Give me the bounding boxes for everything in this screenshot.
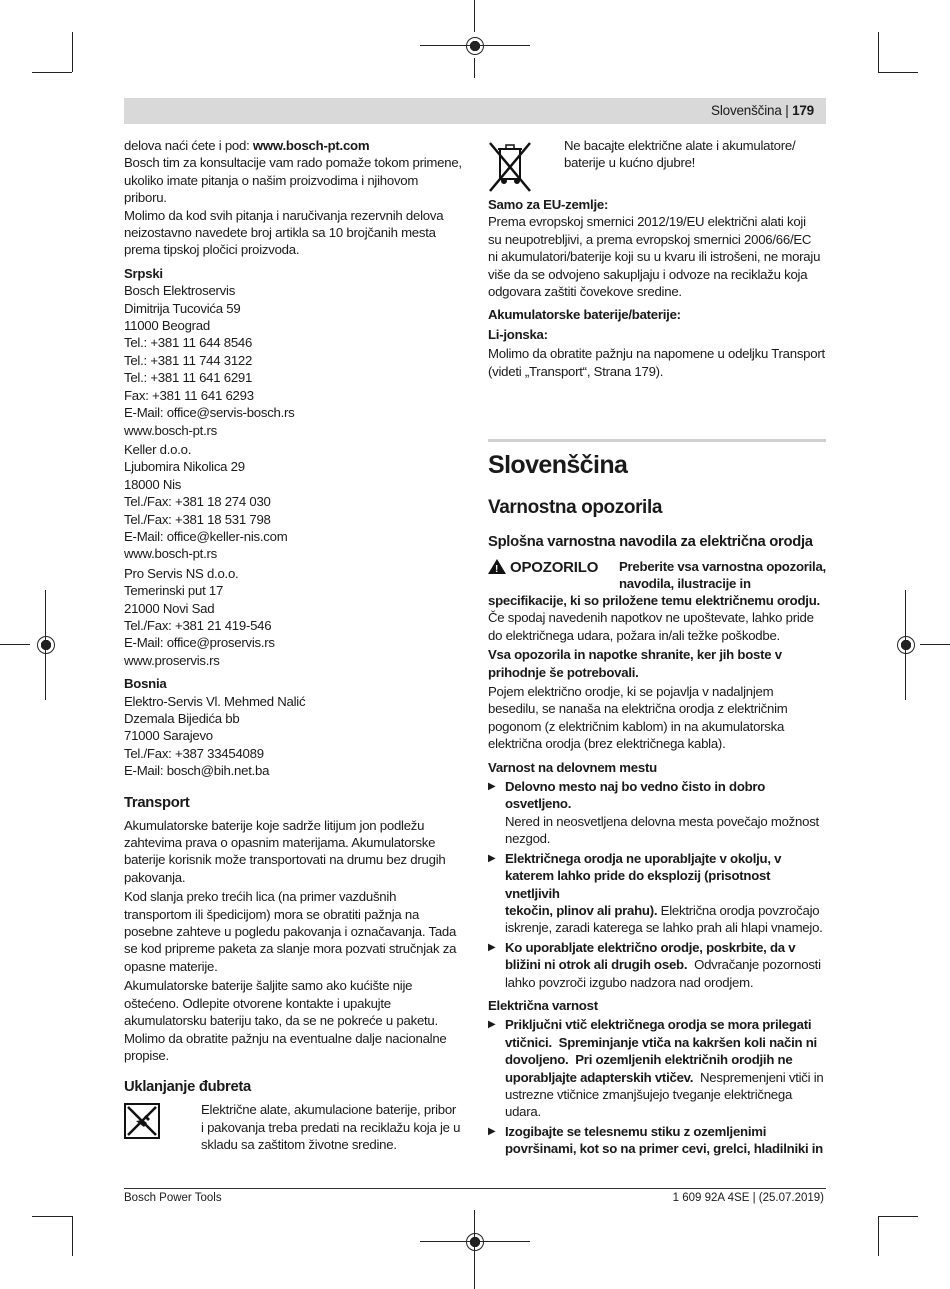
list-item [488, 1016, 828, 1120]
warning-icon: ! [488, 559, 506, 574]
right-column-lower [488, 450, 828, 1158]
text-line: neizostavno navedete broj artikla sa 10 brojčanih mesta [124, 225, 436, 241]
address-line: Tel./Fax: +381 18 531 798 [124, 511, 271, 527]
address-line: 21000 Novi Sad [124, 600, 215, 616]
text-line: ni akumulatori/baterije koji su u kvaru ili istrošeni, ne moraju [488, 249, 821, 265]
address-line: Elektro-Servis Vl. Mehmed Nalić [124, 693, 306, 709]
text-line: transportom ili špedicijom) mora se obratiti pažnja na [124, 906, 420, 922]
text-line: više da se odvojeno sakupljaju i odvoze na reciklažu koja [488, 266, 808, 282]
crossed-bin-icon [488, 139, 532, 193]
list-item-bold: uporabljajte adapterskih vtičev. [505, 1069, 694, 1085]
crossed-bin-icon [124, 1103, 160, 1139]
address-line: Tel./Fax: +381 21 419-546 [124, 617, 272, 633]
text-line: i pakovanja treba predati na reciklažu koja je u [201, 1119, 461, 1135]
text-line: električna orodja (brez električnega kabla). [488, 736, 726, 752]
registration-mark-icon [466, 37, 484, 55]
warning-label [488, 559, 598, 576]
text-line: Akumulatorske baterije šaljite samo ako kućište nije [124, 978, 413, 994]
text-line: Pojem električno orodje, ki se pojavlja v nadaljnjem [488, 684, 774, 700]
footer-right: 1 609 92A 4SE | (25.07.2019) [672, 1192, 824, 1204]
list-item-bold: tekočin, plinov ali prahu). [505, 902, 658, 918]
list-item-text: Odvračanje pozornosti [687, 957, 821, 973]
text-line: zahtevima prava o opasnim materijama. Akumulatorske [124, 835, 436, 851]
list-item-bold: ▶ Priključni vtič električnega orodja se mora prilegati [505, 1017, 812, 1033]
list-item-bold: vtičnici. Spreminjanje vtiča na kakršen koli način ni [505, 1034, 817, 1050]
list-item-text: iskrenje, zaradi katerega se lahko prah ali hlapi vnamejo. [505, 920, 823, 936]
warning-bold-line: navodila, ilustracije in [619, 576, 751, 591]
address-line: E-Mail: office@keller-nis.com [124, 528, 288, 544]
text-line: Bosch tim za konsultacije vam rado pomaže tokom primene, [124, 155, 462, 171]
crop-mark [32, 72, 72, 73]
section-heading-batteries: Akumulatorske baterije/baterije: [488, 307, 681, 323]
crop-mark [72, 32, 73, 72]
section-heading-li-ion: Li-jonska: [488, 326, 548, 342]
address-line: Tel./Fax: +381 18 274 030 [124, 494, 271, 510]
text-line: Molimo da obratite pažnju na napomene u odeljku Transport [488, 346, 825, 362]
header-separator: | [785, 103, 789, 118]
text-line: Akumulatorske baterije koje sadrže litijum jon podležu [124, 817, 425, 833]
address-line: Tel.: +381 11 644 8546 [124, 335, 253, 351]
text-line: Ne bacajte električne alate i akumulatore/ [564, 138, 796, 153]
list-item-bold: ▶ Delovno mesto naj bo vedno čisto in dobro osvetljeno. [505, 779, 766, 812]
text-line: propise. [124, 1047, 169, 1063]
text-line: Električne alate, akumulacione baterije, pribor [201, 1102, 457, 1118]
crop-mark [474, 0, 475, 32]
list-item-bold: dovoljeno. Pri ozemljenih električnih orodjih ne [505, 1052, 793, 1068]
crop-mark [72, 1216, 73, 1256]
list-item-text: Nespremenjeni vtiči in [693, 1069, 824, 1085]
list-item-bold: bližini ni otrok ali drugih oseb. [505, 957, 688, 973]
address-line: 11000 Beograd [124, 318, 210, 334]
section-heading-transport: Transport [124, 794, 190, 811]
list-item-bold: ▶ Ko uporabljate električno orodje, poskrbite, da v [505, 939, 796, 955]
warning-bold-line: specifikacije, ki so priložene temu električnemu orodju. [488, 593, 820, 608]
text-line: baterije korisnik može transportovati na drumu bez drugih [124, 852, 446, 868]
header-language: Slovenščina [711, 103, 782, 118]
text-line: odgovara zaštiti čovekove sredine. [488, 284, 682, 300]
list-item-text: udara. [505, 1104, 541, 1120]
text-line: prema tipskoj pločici proizvoda. [124, 242, 300, 258]
right-column [488, 137, 828, 380]
list-item-bold: površinami, kot so na primer cevi, grelci, hladilniki in [505, 1141, 823, 1157]
address-line: Keller d.o.o. [124, 441, 192, 457]
text-line: se kod pripreme paketa za slanje mora pozvati stručnjak za [124, 941, 457, 957]
keep-instructions-line: Vsa opozorila in napotke shranite, ker jih boste v [488, 647, 782, 663]
list-item-bold: ▶ Izogibajte se telesnemu stiku z ozemljenimi [505, 1123, 767, 1139]
footer-rule [124, 1188, 826, 1189]
text-line: Kod slanja preko trećih lica (na primer vazdušnih [124, 889, 397, 905]
text-line: Molimo da obratite pažnju na eventualne dalje nacionalne [124, 1030, 447, 1046]
intro-prefix: delova naći ćete i pod: [124, 138, 253, 153]
section-divider [488, 439, 826, 442]
address-line: Tel.: +381 11 641 6291 [124, 370, 253, 386]
left-column [124, 137, 469, 1157]
address-line: Fax: +381 11 641 6293 [124, 387, 254, 403]
text-line: su neupotrebljivi, a prema evropskoj smernici 2006/66/EC [488, 231, 812, 247]
text-line: besedilu, se nanaša na električna orodja z električnim [488, 701, 788, 717]
footer-left: Bosch Power Tools [124, 1192, 222, 1204]
registration-mark-icon [466, 1233, 484, 1251]
text-line: oštećeno. Odlepite otvorene kontakte i upakujte [124, 995, 391, 1011]
list-item-bold: katerem lahko pride do eksplozij (prisotnost vnetljivih [505, 868, 771, 901]
list-item [488, 1123, 828, 1158]
safety-title: Varnostna opozorila [488, 497, 662, 518]
page-number: 179 [792, 103, 814, 118]
registration-mark-icon [897, 636, 915, 654]
text-line: Prema evropskoj smernici 2012/19/EU električni alati koji [488, 214, 806, 230]
section-heading-electric: Električna varnost [488, 997, 598, 1013]
text-line: Če spodaj navedenih napotkov ne upoštevate, lahko pride [488, 610, 814, 626]
section-heading-bosnia: Bosnia [124, 676, 167, 692]
address-line: 71000 Sarajevo [124, 728, 213, 744]
section-heading-eu: Samo za EU-zemlje: [488, 197, 609, 212]
text-line: skladu sa zaštitom životne sredine. [201, 1137, 397, 1153]
section-heading-srpski: Srpski [124, 265, 163, 281]
list-item [488, 778, 828, 848]
address-line: www.proservis.rs [124, 652, 220, 668]
registration-mark-icon [37, 636, 55, 654]
crop-mark [474, 58, 475, 78]
address-line: 18000 Nis [124, 476, 182, 492]
keep-instructions-line: prihodnje še potrebovali. [488, 664, 639, 680]
address-line: Temerinski put 17 [124, 583, 224, 599]
text-line: pakovanja. [124, 869, 186, 885]
address-line: Dimitrija Tucovića 59 [124, 300, 241, 316]
crop-mark [0, 644, 30, 645]
crop-mark [878, 1216, 879, 1256]
language-title: Slovenščina [488, 451, 628, 479]
crop-mark [878, 1216, 918, 1217]
list-item-text: ustrezne vtičnice zmanjšujejo tveganje električnega [505, 1086, 793, 1102]
address-line: Pro Servis NS d.o.o. [124, 565, 239, 581]
address-line: E-Mail: office@proservis.rs [124, 635, 275, 651]
warning-bold-line: Preberite vsa varnostna opozorila, [619, 559, 826, 574]
general-safety-title: Splošna varnostna navodila za električna orodja [488, 534, 813, 550]
text-line: posebne zahteve u pogledu pakovanja i označavanja. Tada [124, 924, 457, 940]
address-line: E-Mail: bosch@bih.net.ba [124, 763, 270, 779]
list-item-text: nezgod. [505, 831, 551, 847]
text-line: priboru. [124, 190, 167, 206]
address-line: Tel./Fax: +387 33454089 [124, 745, 264, 761]
crop-mark [878, 72, 918, 73]
page-header [711, 103, 814, 118]
warning-label-text: OPOZORILO [510, 559, 599, 576]
list-item [488, 850, 828, 937]
crop-mark [878, 32, 879, 72]
text-line: pogonom (z električnim kablom) in na akumulatorska [488, 718, 785, 734]
address-line: E-Mail: office@servis-bosch.rs [124, 405, 295, 421]
text-line: Molimo da kod svih pitanja i naručivanja rezervnih delova [124, 207, 444, 223]
list-item-text: Nered in neosvetljena delovna mesta povečajo možnost [505, 813, 819, 829]
address-line: Ljubomira Nikolica 29 [124, 459, 245, 475]
text-line: ukoliko imate pitanja o našim proizvodima i njihovom [124, 172, 419, 188]
text-line: do električnega udara, požara in/ali težke poškodbe. [488, 627, 780, 643]
crop-mark [920, 644, 950, 645]
intro-line [124, 137, 469, 154]
address-line: Tel.: +381 11 744 3122 [124, 352, 253, 368]
list-item-bold: ▶ Električnega orodja ne uporabljajte v okolju, v [505, 850, 782, 866]
crop-mark [32, 1216, 72, 1217]
bosch-link[interactable]: www.bosch-pt.com [252, 138, 370, 153]
text-line: akumulatorsku bateriju tako, da se ne pokreće u paketu. [124, 1013, 438, 1029]
text-line: (videti „Transport“, Strana 179). [488, 363, 664, 379]
section-heading-disposal: Uklanjanje đubreta [124, 1079, 251, 1096]
text-line: baterije u kućno djubre! [564, 155, 696, 171]
address-line: Bosch Elektroservis [124, 283, 236, 299]
address-line: www.bosch-pt.rs [124, 422, 217, 438]
list-item [488, 939, 828, 991]
text-line: opasne materije. [124, 958, 218, 974]
list-item-text: Električna orodja povzročajo [657, 902, 820, 918]
address-line: www.bosch-pt.rs [124, 546, 217, 562]
list-item-text: lahko povzroči izgubo nadzora nad orodjem. [505, 974, 754, 990]
section-heading-workplace: Varnost na delovnem mestu [488, 759, 657, 775]
address-line: Dzemala Bijedića bb [124, 711, 240, 726]
